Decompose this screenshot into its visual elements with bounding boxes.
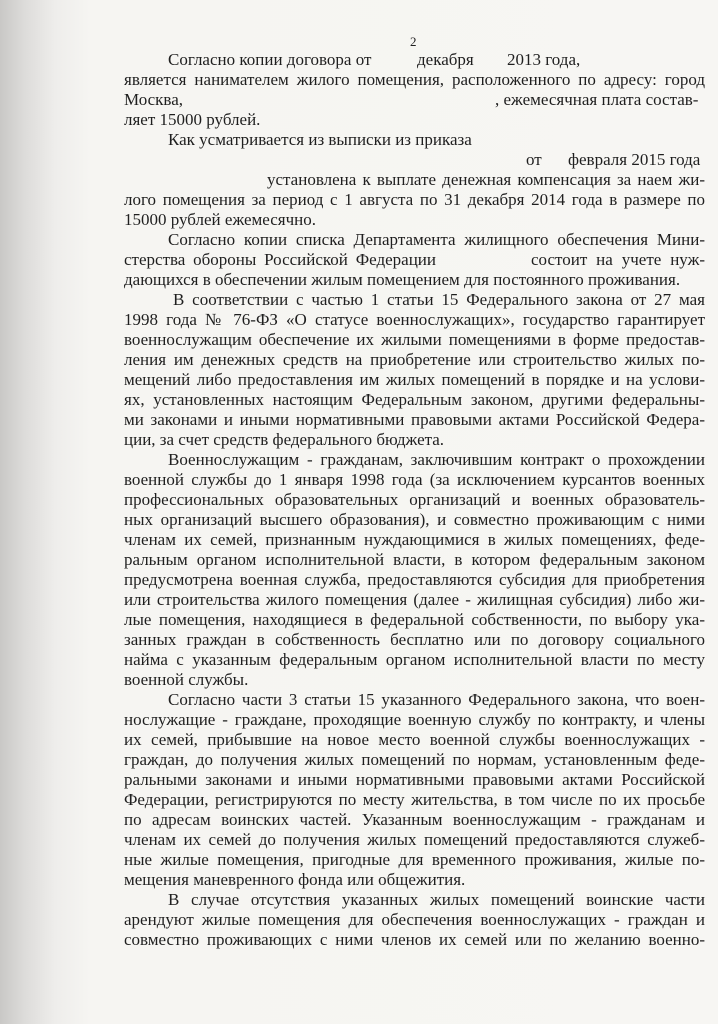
text-line: ления им денежных средств на приобретение или строительство жилых по- [124, 350, 705, 369]
text-line: Согласно копии списка Департамента жилищного обеспечения Мини- [168, 230, 705, 249]
text-line: ях, установленных настоящим Федеральным законом, другими федеральны- [124, 390, 705, 409]
text-line: арендуют жилые помещения для обеспечения военнослужащих - граждан и [124, 910, 705, 929]
text-line: ральными законами и иными нормативными правовыми актами Российской [124, 770, 705, 789]
text-fragment: декабря [417, 50, 474, 69]
text-line: их семей, прибывшие на новое место военной службы военнослужащих - [124, 730, 705, 749]
text-fragment: стерства обороны Российской Федерации [124, 250, 436, 269]
text-line [124, 250, 705, 270]
text-line: Согласно части 3 статьи 15 указанного Федерального закона, что воен- [168, 690, 705, 709]
text-line [124, 50, 705, 70]
text-fragment: от [526, 150, 542, 169]
text-line: ляет 15000 рублей. [124, 110, 261, 129]
text-line: 15000 рублей ежемесячно. [124, 210, 317, 229]
text-line: установлена к выплате денежная компенсация за наем жи- [267, 170, 705, 189]
text-line: ные жилые помещения, пригодные для временного проживания, жилые по- [124, 850, 705, 869]
text-line: ми законами и иными нормативными правовыми актами Российской Федера- [124, 410, 705, 429]
text-line: ции, за счет средств федерального бюджета. [124, 430, 445, 449]
text-line: граждан, до получения жилых помещений по нормам, установленным феде- [124, 750, 705, 769]
text-line: или строительства жилого помещения (далее - жилищная субсидия) либо жи- [124, 590, 705, 609]
text-line: дающихся в обеспечении жилым помещением для постоянного проживания. [124, 270, 681, 289]
text-line: мещений либо предоставления им жилых помещений в порядке и на услови- [124, 370, 705, 389]
text-line: предусмотрена военная служба, предоставляются субсидия для приобретения [124, 570, 705, 589]
text-line: военной службы. [124, 670, 249, 689]
text-line: военной службы до 1 января 1998 года (за исключением курсантов военных [124, 470, 705, 489]
text-line: является нанимателем жилого помещения, расположенного по адресу: город [124, 70, 705, 89]
text-line: мещения маневренного фонда или общежития. [124, 870, 466, 889]
text-line: членам их семей, признанным нуждающимися в жилых помещениях, феде- [124, 530, 705, 549]
text-fragment: февраля 2015 года [568, 150, 701, 169]
text-line: ральным органом исполнительной власти, в котором федеральным законом [124, 550, 705, 569]
text-fragment: 2013 года, [507, 50, 581, 69]
text-line [124, 150, 705, 170]
text-line: Военнослужащим - гражданам, заключившим контракт о прохождении [168, 450, 705, 469]
text-line: занных граждан в собственность бесплатно или по договору социального [124, 630, 705, 649]
text-line: Федерации, регистрируются по месту жительства, в том числе по их просьбе [124, 790, 705, 809]
text-line [124, 90, 705, 110]
text-fragment: , ежемесячная плата состав- [495, 90, 699, 109]
page-number: 2 [410, 34, 417, 49]
text-line: совместно проживающих с ними членов их семей или по желанию военно- [124, 930, 705, 949]
text-fragment: Москва, [124, 90, 184, 109]
text-line: военнослужащим обеспечение их жилыми помещениями в форме предостав- [124, 330, 705, 349]
text-fragment: Согласно копии договора от [168, 50, 372, 69]
text-line: В случае отсутствия указанных жилых помещений воинские части [168, 890, 705, 909]
text-line: Как усматривается из выписки из приказа [168, 130, 472, 149]
text-line: лого помещения за период с 1 августа по 31 декабря 2014 года в размере по [124, 190, 705, 209]
text-line: нослужащие - граждане, проходящие военную службу по контракту, и члены [124, 710, 705, 729]
text-line: профессиональных образовательных организаций и военных образователь- [124, 490, 705, 509]
text-line: лые помещения, находящиеся в федеральной собственности, по выбору ука- [124, 610, 705, 629]
text-line: членам их семей до получения жилых помещений предоставляются служеб- [124, 830, 705, 849]
text-fragment: состоит на учете нуж- [531, 250, 705, 269]
text-line: найма с указанным федеральным органом исполнительной власти по месту [124, 650, 705, 669]
text-line: по адресам воинских частей. Указанным военнослужащим - гражданам и [124, 810, 705, 829]
text-line: В соответствии с частью 1 статьи 15 Федерального закона от 27 мая [173, 290, 705, 309]
text-line: ных организаций высшего образования), и совместно проживающим с ними [124, 510, 705, 529]
text-line: 1998 года № 76-ФЗ «О статусе военнослужащих», государство гарантирует [124, 310, 705, 329]
